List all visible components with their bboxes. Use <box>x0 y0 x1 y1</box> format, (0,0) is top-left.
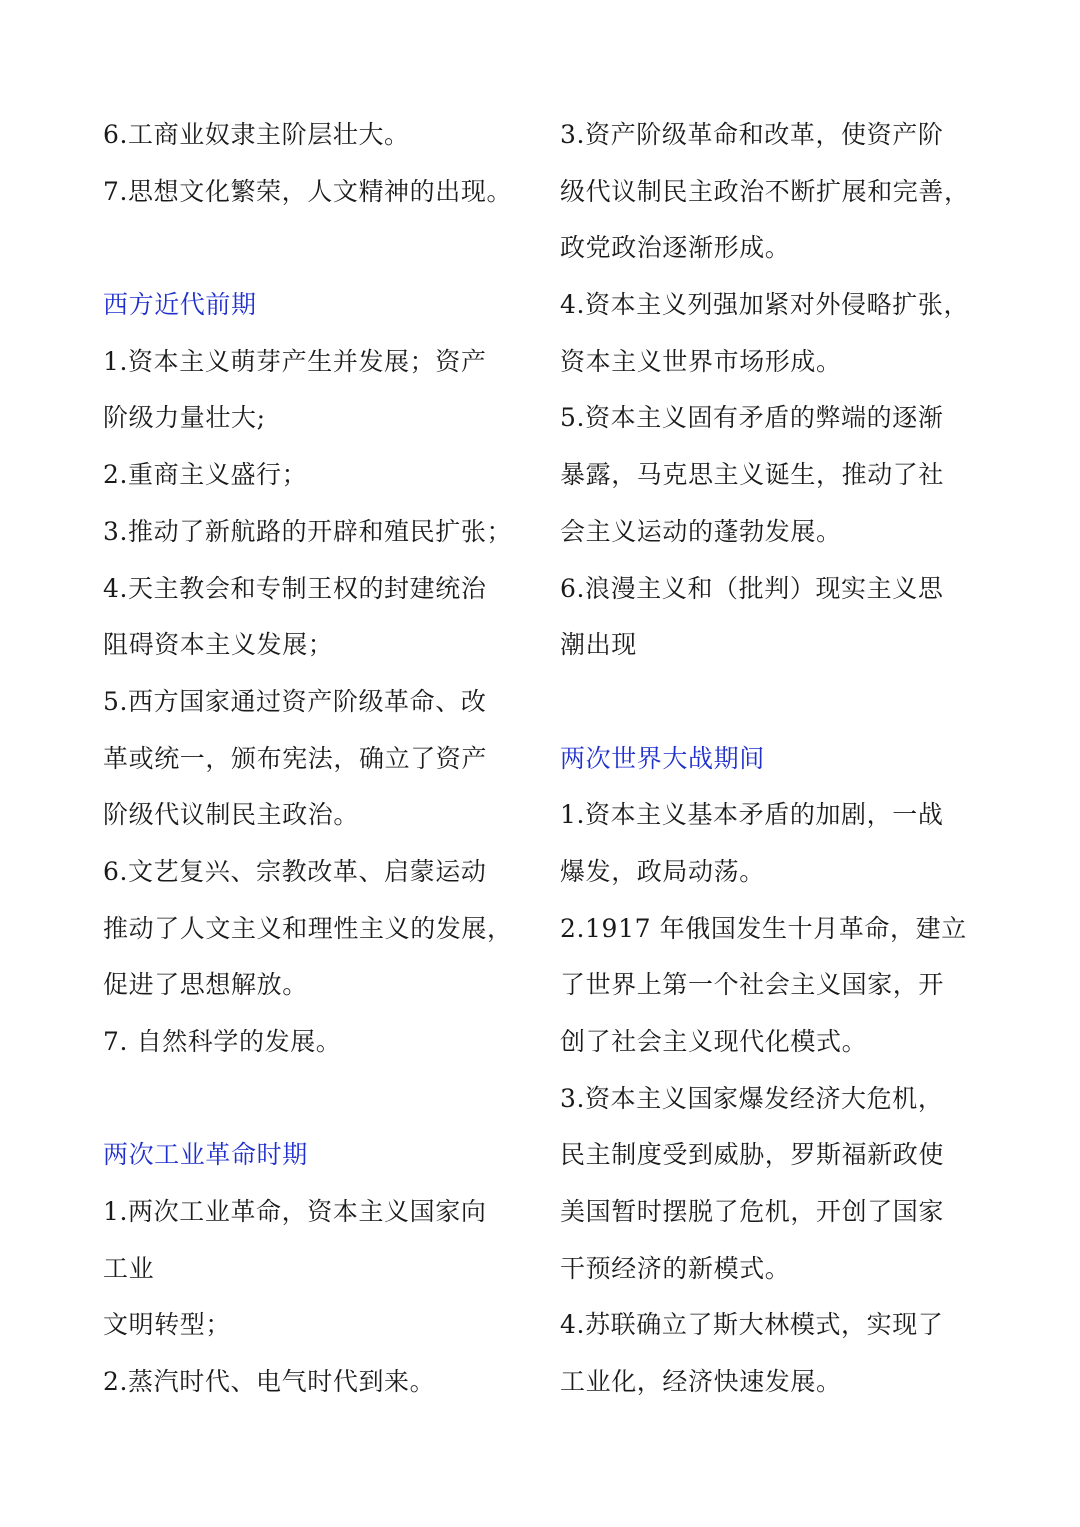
list-item: 6.工商业奴隶主阶层壮大。 <box>103 120 410 149</box>
list-item: 阻碍资本主义发展； <box>103 630 334 660</box>
list-item: 4.天主教会和专制王权的封建统治 <box>103 573 487 603</box>
list-item: 2.重商主义盛行； <box>103 460 308 490</box>
list-item: 3.资本主义国家爆发经济大危机， <box>560 1083 944 1113</box>
section-heading-interwar: 两次世界大战期间 <box>560 743 765 773</box>
list-item: 1.两次工业革命，资本主义国家向 <box>103 1197 487 1227</box>
list-item: 革或统一，颁布宪法，确立了资产 <box>103 743 488 773</box>
list-item: 6.文艺复兴、宗教改革、启蒙运动 <box>103 856 487 886</box>
list-item: 7. 自然科学的发展。 <box>103 1027 342 1056</box>
list-item: 会主义运动的蓬勃发展。 <box>560 516 842 546</box>
list-item: 阶级代议制民主政治。 <box>103 800 360 830</box>
list-item: 1.资本主义基本矛盾的加剧，一战 <box>560 800 944 830</box>
spacer <box>560 674 985 731</box>
list-item: 6.浪漫主义和（批判）现实主义思 <box>560 573 944 603</box>
list-item: 4.资本主义列强加紧对外侵略扩张， <box>560 290 970 320</box>
list-item: 促进了思想解放。 <box>103 970 308 1000</box>
list-item: 5.西方国家通过资产阶级革命、改 <box>103 686 487 716</box>
list-item: 政党政治逐渐形成。 <box>560 233 791 263</box>
list-item: 资本主义世界市场形成。 <box>560 346 842 376</box>
right-column <box>560 107 985 1411</box>
list-item: 5.资本主义固有矛盾的弊端的逐渐 <box>560 403 944 433</box>
list-item: 干预经济的新模式。 <box>560 1253 791 1283</box>
list-item: 暴露，马克思主义诞生，推动了社 <box>560 460 945 490</box>
list-item: 文明转型； <box>103 1310 232 1340</box>
section-heading-industrial: 两次工业革命时期 <box>103 1140 308 1170</box>
spacer <box>103 1071 528 1128</box>
list-item: 1.资本主义萌芽产生并发展；资产 <box>103 346 487 376</box>
list-item: 级代议制民主政治不断扩展和完善， <box>560 176 970 206</box>
list-item: 2.1917 年俄国发生十月革命，建立 <box>560 913 967 943</box>
spacer <box>103 220 528 277</box>
list-item: 3.资产阶级革命和改革，使资产阶 <box>560 120 944 149</box>
list-item: 工业化，经济快速发展。 <box>560 1367 842 1397</box>
list-item: 阶级力量壮大; <box>103 403 266 433</box>
list-item: 民主制度受到威胁，罗斯福新政使 <box>560 1140 945 1170</box>
list-item: 美国暂时摆脱了危机，开创了国家 <box>560 1197 945 1227</box>
list-item: 潮出现 <box>560 630 637 660</box>
list-item: 3.推动了新航路的开辟和殖民扩张； <box>103 516 513 546</box>
left-column <box>103 107 528 1411</box>
list-item: 了世界上第一个社会主义国家，开 <box>560 970 945 1000</box>
list-item: 推动了人文主义和理性主义的发展， <box>103 913 513 943</box>
list-item: 7.思想文化繁荣，人文精神的出现。 <box>103 176 513 206</box>
section-heading-early-modern: 西方近代前期 <box>103 290 257 320</box>
list-item: 2.蒸汽时代、电气时代到来。 <box>103 1367 436 1397</box>
list-item: 爆发，政局动荡。 <box>560 856 765 886</box>
list-item: 4.苏联确立了斯大林模式，实现了 <box>560 1310 944 1340</box>
list-item: 创了社会主义现代化模式。 <box>560 1027 868 1056</box>
list-item: 工业 <box>103 1253 155 1283</box>
